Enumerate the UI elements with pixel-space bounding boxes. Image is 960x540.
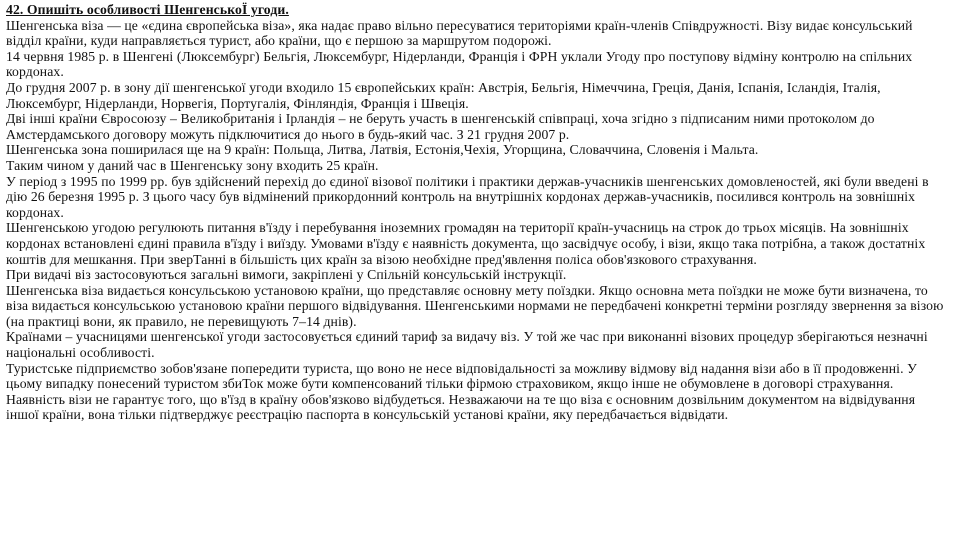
paragraph-unified-visa-policy: У період з 1995 по 1999 рр. був здійснений перехід до єдиної візової політики і практики держав-учасників шенгенських домовленостей, які були введені в дію 26 березня 1995 р. З цього часу був відмінений прикордонний контроль на внутрішніх кордонах держав-учасників, посилився контроль на зовнішніх кордонах.	[6, 173, 929, 220]
document-title: 42. Опишіть особливості ШенгенськоЇ угоди.	[6, 2, 289, 17]
paragraph-no-guarantee: Наявність візи не гарантує того, що в'їзд в країну обов'язково відбудеться. Незважаючи на те що віза є основним дозвільним документом на відвідування іншої країни, вона тільки підтверджує реєстрацію паспорта в консульській установі країни, яку передбачається відвідати.	[6, 391, 916, 423]
paragraph-tourist-company-duty: Туристське підприємство зобов'язане попередити туриста, що воно не несе відповідальності за можливу відмову від надання візи або в її продовженні. У цьому випадку понесений туристом збиТок може бути компенсований тільки фірмою страховиком, якщо інше не обумовлене в договорі страхування.	[6, 360, 917, 392]
paragraph-member-countries-2007: До грудня 2007 р. в зону дії шенгенської угоди входило 15 європейських країн: Австрія, Бельгія, Німеччина, Греція, Данія, Іспанія, Ісландія, Італія, Люксембург, Нідерланди, Норвегія, Португалія, Фінляндія, Франція і Швеція.	[6, 79, 881, 111]
paragraph-country-count: Таким чином у даний час в Шенгенську зону входить 25 країн.	[6, 157, 379, 173]
document-body	[6, 2, 946, 423]
paragraph-visa-issuing: Шенгенська віза видається консульською установою країни, що представляє основну мету поїздки. Якщо основна мета поїздки не може бути визначена, то віза видається консульською установою країни першого відвідування. Шенгенськими нормами не передбачені конкретні терміни розгляду звернення за візою (на практиці вони, як правило, не перевищують 7–14 днів).	[6, 282, 944, 329]
paragraph-zone-expansion: Шенгенська зона поширилася ще на 9 країн: Польща, Литва, Латвія, Естонія,Чехія, Угорщина, Словаччина, Словенія і Мальта.	[6, 142, 759, 158]
paragraph-uk-ireland: Дві інші країни Євросоюзу – Великобританія і Ірландія – не беруть участь в шенгенській співпраці, хоча згідно з підписаним ними протоколом до Амстердамського договору можуть підключитися до нього в будь-який час. З 21 грудня 2007 р.	[6, 111, 875, 142]
paragraph-entry-rules: Шенгенською угодою регулюють питання в'їзду і перебування іноземних громадян на території країн-учасниць на строк до трьох місяців. На зовнішніх кордонах встановлені єдині правила в'їзду і виїзду. Умовами в'їзду є наявність документа, що засвідчує особу, і візи, якщо така потрібна, а також достатніх коштів для мешкання. При зверТанні в більшість цих країн за візою необхідне пред'явлення поліса обов'язкового страхування.	[6, 220, 926, 267]
paragraph-common-requirements: При видачі віз застосовуються загальні вимоги, закріплені у Спільній консульській інструкції.	[6, 267, 567, 283]
paragraph-unified-tariff: Країнами – учасницями шенгенської угоди застосовується єдиний тариф за видачу віз. У той же час при виконанні візових процедур зберігаються незначні національні особливості.	[6, 329, 928, 361]
paragraph-1985-agreement: 14 червня 1985 р. в Шенгені (Люксембург) Бельгія, Люксембург, Нідерланди, Франція і ФРН уклали Угоду про поступову відміну контролю на спільних кордонах.	[6, 48, 913, 80]
paragraph-schengen-visa-definition: Шенгенська віза — це «єдина європейська віза», яка надає право вільно пересуватися територіями країн-членів Співдружності. Візу видає консульський відділ країни, куди направляється турист, або країни, що є першою за маршрутом подорожі.	[6, 17, 913, 49]
